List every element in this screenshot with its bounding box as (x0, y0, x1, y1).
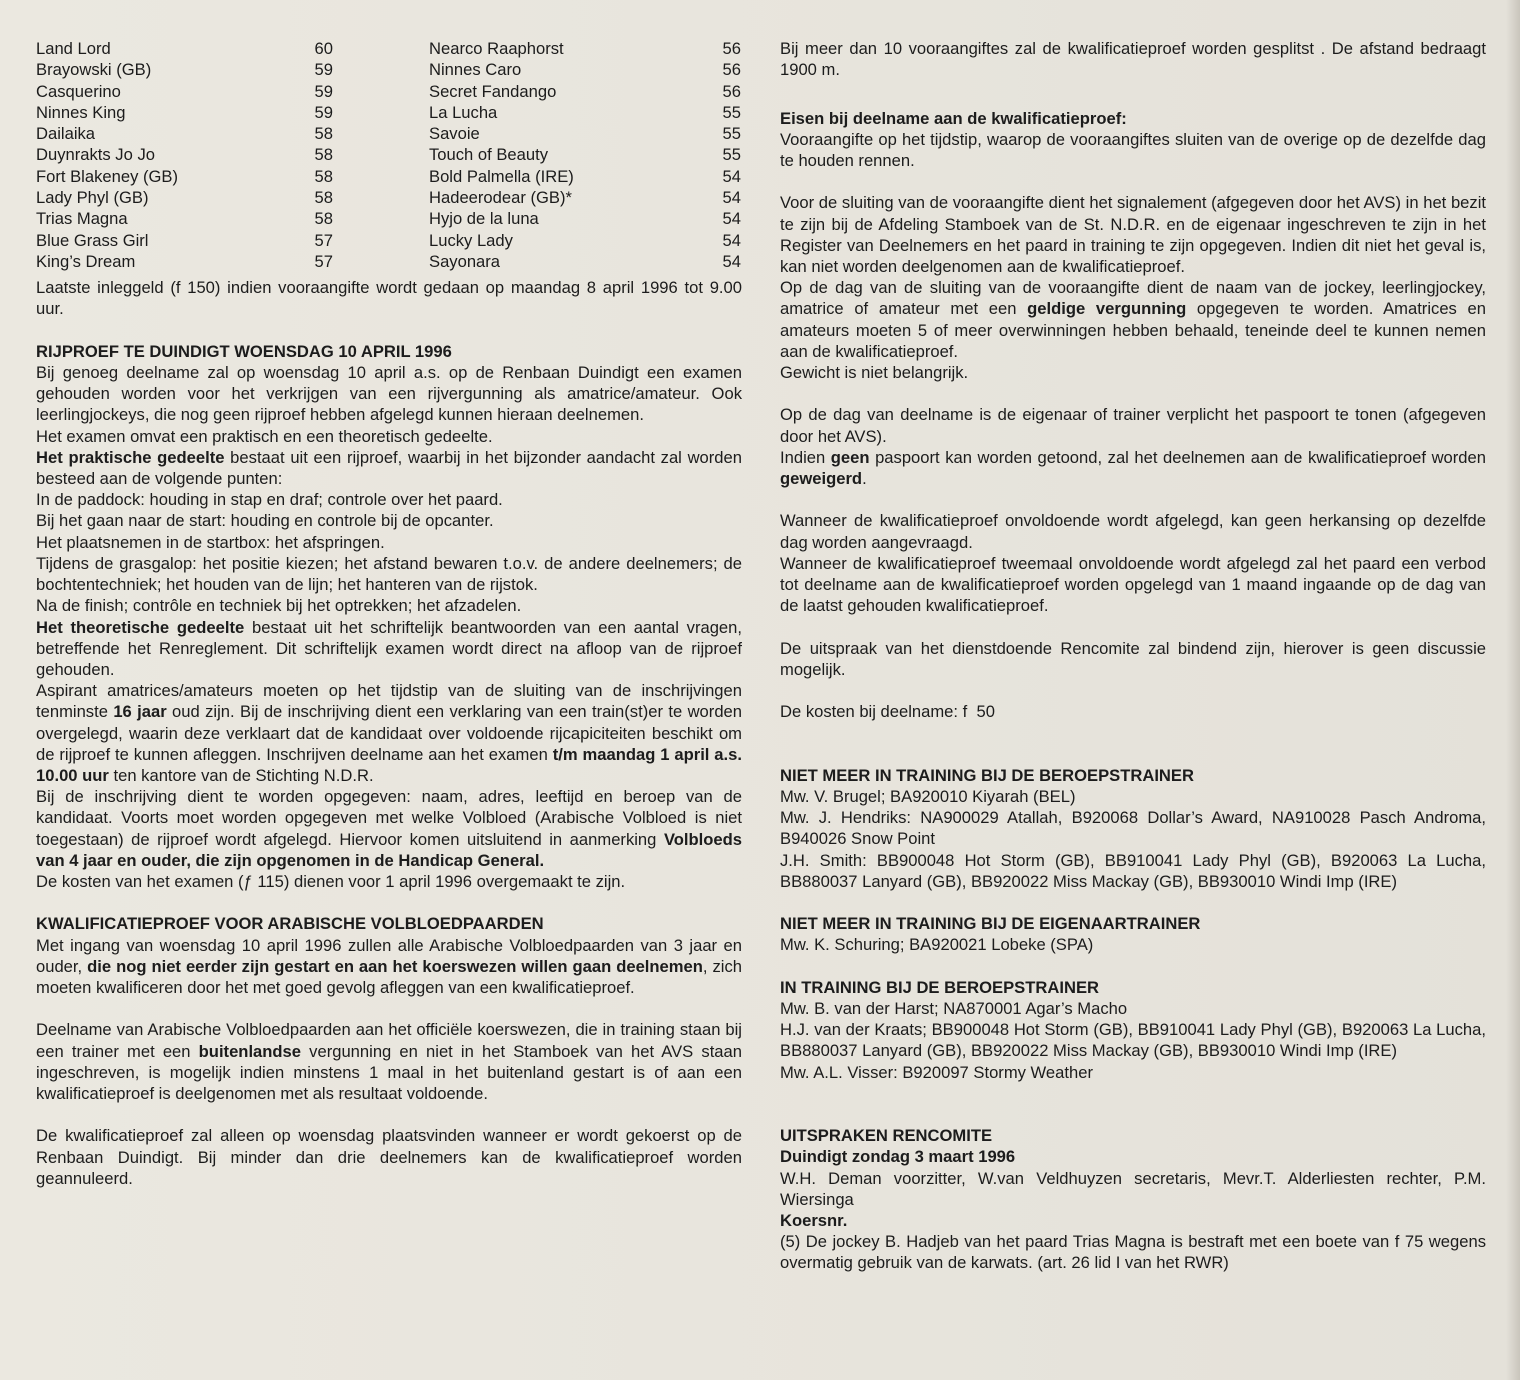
horse-name: Sayonara (429, 251, 501, 271)
opgeven-paragraph (36, 786, 742, 871)
startbox-item: Het plaatsnemen in de startbox: het afspringen. (36, 532, 385, 552)
grasgalop-item: Tijdens de grasgalop: het positie kiezen; het afstand bewaren t.o.v. de andere deelnemers; de bochtentechniek; het houden van de lijn; het hanteren van de rijstok. (36, 553, 742, 595)
signalement-paragraph: Voor de sluiting van de vooraangifte dient het signalement (afgegeven door het AVS) in het bezit te zijn bij de Afdeling Stamboek van de St. N.D.R. en de eigenaar ingeschreven te zijn in het Register van Deelnemers en het paard in training te zijn opgegeven. Indien dit niet het geval is, kan niet worden deelgenomen aan de kwalificatieproef. (780, 193, 1486, 276)
examen-kosten: De kosten van het examen (ƒ 115) dienen voor 1 april 1996 overgemaakt te zijn. (36, 871, 626, 891)
aspirant-text-2: oud zijn. Bij de inschrijving dient een verklaring van een train(st)er te worden overgelegd, waarin deze verklaart dat de kandidaat over voldoende rijcapiciteiten beschikt om de rijproef te kunnen afleggen. Inschrijven deelname aan het examen (36, 702, 743, 764)
in-training-heading: IN TRAINING BIJ DE BEROEPSTRAINER (780, 977, 1100, 997)
paddock-item: In de paddock: houding in stap en draf; controle over het paard. (36, 490, 503, 510)
rating-value: 54 (722, 251, 741, 271)
rating-row (36, 166, 333, 187)
gesplitst-note: Bij meer dan 10 vooraangiftes zal de kwalificatieproef worden gesplitst . De afstand bedraagt 1900 m. (780, 39, 1486, 80)
rating-value: 56 (722, 60, 741, 80)
horse-name: Fort Blakeney (GB) (36, 166, 179, 186)
praktisch-text: bestaat uit een rijproef, waarbij in het bijzonder aandacht zal worden besteed aan de volgende punten: (36, 447, 742, 489)
ratings-table (36, 38, 742, 272)
rating-value: 59 (314, 81, 333, 101)
rating-value: 56 (722, 81, 741, 101)
rating-row (36, 144, 333, 165)
horse-name: La Lucha (429, 102, 498, 122)
rating-row (429, 123, 741, 144)
page-edge-shadow (1506, 0, 1520, 1380)
eisen-paragraph: Vooraangifte op het tijdstip, waarop de vooraangiftes sluiten van de overige op de dezelfde dag te houden rennen. (780, 129, 1486, 170)
rating-row (36, 81, 333, 102)
niet-beroeps-item: J.H. Smith: BB900048 Hot Storm (GB), BB910041 Lady Phyl (GB), B920063 La Lucha, BB880037 Lanyard (GB), BB920022 Miss Mackay (GB), BB930010 Windi Imp (IRE) (780, 850, 1486, 891)
kwal-p2-text-1: Deelname van Arabische Volbloedpaarden aan het officiële koerswezen, die in training staan bij een trainer met een (36, 1020, 742, 1061)
niet-eigenaar-heading: NIET MEER IN TRAINING BIJ DE EIGENAARTRAINER (780, 914, 1201, 934)
rating-value: 57 (314, 230, 333, 250)
uitspraken-subheading: Duindigt zondag 3 maart 1996 (780, 1147, 1016, 1167)
uitspraak-paragraph: De uitspraak van het dienstdoende Rencomite zal bindend zijn, hierover is geen discussie mogelijk. (780, 638, 1486, 679)
rating-row (36, 251, 333, 272)
horse-name: Hadeerodear (GB)* (429, 188, 572, 208)
rating-value: 58 (314, 124, 333, 144)
kwal-p2-text-2: vergunning en niet in het Stamboek van het AVS staan ingeschreven, is mogelijk indien minstens 1 maal in het buitenland gestart is of aan een kwalificatieproef is deelgenomen met als resultaat voldoende. (36, 1041, 742, 1103)
rating-row (429, 59, 741, 80)
praktisch-paragraph (36, 447, 742, 489)
horse-name: Bold Palmella (IRE) (429, 166, 574, 186)
niet-beroeps-heading: NIET MEER IN TRAINING BIJ DE BEROEPSTRAINER (780, 765, 1194, 785)
horse-name: Ninnes Caro (429, 60, 522, 80)
inleggeld-note: Laatste inleggeld (f 150) indien vooraangifte wordt gedaan op maandag 8 april 1996 tot 9.00 uur. (36, 278, 742, 319)
rating-row (36, 230, 333, 251)
jockey-paragraph (780, 277, 1486, 362)
horse-name: Ninnes King (36, 102, 126, 122)
aspirant-text-3: ten kantore van de Stichting N.D.R. (108, 765, 374, 785)
geen-paspoort-paragraph (780, 447, 1486, 489)
opgeven-condition: Volbloeds van 4 jaar en ouder, die zijn opgenomen in de Handicap General. (36, 829, 742, 870)
kwal-p2-bold: buitenlandse (198, 1041, 302, 1061)
rating-value: 55 (722, 102, 741, 122)
rating-row (429, 144, 741, 165)
rating-row (429, 166, 741, 187)
koersnr-label: Koersnr. (780, 1210, 848, 1230)
rating-value: 54 (722, 230, 741, 250)
start-item: Bij het gaan naar de start: houding en controle bij de opcanter. (36, 511, 494, 531)
rating-row (36, 102, 333, 123)
rijproef-heading: RIJPROEF TE DUINDIGT WOENSDAG 10 APRIL 1996 (36, 341, 452, 361)
aspirant-age: 16 jaar (113, 702, 167, 722)
rating-value: 56 (722, 39, 741, 58)
horse-name: Dailaika (36, 124, 96, 144)
eisen-heading: Eisen bij deelname aan de kwalificatieproef: (780, 108, 1127, 128)
jockey-bold: geldige vergunning (1027, 299, 1187, 319)
kwal-p1-text-2: , zich moeten kwalificeren door het met goed gevolg afleggen van een kwalificatieproef. (36, 956, 743, 997)
herkansing-paragraph: Wanneer de kwalificatieproef onvoldoende wordt afgelegd, kan geen herkansing op dezelfde dag worden aangevraagd. (780, 511, 1486, 552)
geen-text-3: . (862, 469, 867, 489)
horse-name: Blue Grass Girl (36, 230, 149, 250)
horse-name: Duynrakts Jo Jo (36, 145, 155, 165)
finish-item: Na de finish; contrôle en techniek bij het optrekken; het afzadelen. (36, 596, 522, 616)
kosten-deelname: De kosten bij deelname: f 50 (780, 702, 995, 722)
left-column (36, 38, 742, 1189)
kwalificatie-heading: KWALIFICATIEPROEF VOOR ARABISCHE VOLBLOEDPAARDEN (36, 914, 544, 934)
geweigerd-bold: geweigerd (780, 469, 863, 489)
praktisch-label: Het praktische gedeelte (36, 447, 225, 467)
horse-name: Land Lord (36, 39, 111, 58)
kwal-p1-text-1: Met ingang van woensdag 10 april 1996 zullen alle Arabische Volbloedpaarden van 3 jaar en ouder, (36, 935, 742, 976)
horse-name: Lady Phyl (GB) (36, 188, 149, 208)
jockey-text-2: opgegeven te worden. Amatrices en amateurs moeten 5 of meer overwinningen hebben behaald, teneinde deel te kunnen nemen aan de kwalificatieproef. (780, 299, 1486, 361)
rating-row (429, 230, 741, 251)
rating-row (36, 38, 333, 59)
horse-name: Casquerino (36, 81, 121, 101)
rijproef-examen-onderdelen: Het examen omvat een praktisch en een theoretisch gedeelte. (36, 426, 493, 446)
aspirant-text-1: Aspirant amatrices/amateurs moeten op het tijdstip van de sluiting van de inschrijvingen tenminste (36, 681, 742, 722)
horse-name: Hyjo de la luna (429, 209, 539, 229)
rating-row (429, 102, 741, 123)
theoretisch-paragraph (36, 617, 742, 681)
theoretisch-text: bestaat uit het schriftelijk beantwoorden van een aantal vragen, betreffende het Renreglement. Dit schriftelijk examen wordt direct na afloop van de rijproef gehouden. (36, 617, 742, 679)
niet-beroeps-item: Mw. V. Brugel; BA920010 Kiyarah (BEL) (780, 786, 1076, 806)
kwalificatie-paragraph-1 (36, 935, 742, 999)
rating-value: 54 (722, 188, 741, 208)
uitspraak-item: (5) De jockey B. Hadjeb van het paard Trias Magna is bestraft met een boete van f 75 wegens overmatig gebruik van de karwats. (art. 26 lid I van het RWR) (780, 1232, 1486, 1273)
horse-name: Secret Fandango (429, 81, 557, 101)
rating-row (429, 251, 741, 272)
niet-beroeps-item: Mw. J. Hendriks: NA900029 Atallah, B920068 Dollar’s Award, NA910028 Pasch Androma, B940026 Snow Point (780, 808, 1486, 849)
kwal-p1-bold: die nog niet eerder zijn gestart en aan het koerswezen willen gaan deelnemen (87, 956, 703, 976)
rating-value: 57 (314, 251, 333, 271)
rating-row (36, 208, 333, 229)
horse-name: Touch of Beauty (429, 145, 548, 165)
commissie-members: W.H. Deman voorzitter, W.van Veldhuyzen secretaris, Mevr.T. Alderliesten rechter, P.M. Wiersinga (780, 1168, 1486, 1209)
rating-row (429, 187, 741, 208)
paspoort-paragraph: Op de dag van deelname is de eigenaar of trainer verplicht het paspoort te tonen (afgegeven door het AVS). (780, 405, 1486, 446)
geen-text-2: paspoort kan worden getoond, zal het deelnemen aan de kwalificatieproef worden (869, 447, 1486, 467)
horse-name: Brayowski (GB) (36, 60, 152, 80)
rating-value: 54 (722, 166, 741, 186)
in-training-item: Mw. B. van der Harst; NA870001 Agar’s Macho (780, 998, 1128, 1018)
rating-value: 54 (722, 209, 741, 229)
rating-value: 58 (314, 188, 333, 208)
rating-value: 58 (314, 166, 333, 186)
uitspraken-heading: UITSPRAKEN RENCOMITE (780, 1126, 993, 1146)
ratings-list-left (36, 38, 333, 272)
rating-row (429, 81, 741, 102)
gewicht-note: Gewicht is niet belangrijk. (780, 363, 969, 383)
rating-value: 60 (314, 39, 333, 58)
horse-name: Savoie (429, 124, 480, 144)
kwalificatie-paragraph-3: De kwalificatieproef zal alleen op woensdag plaatsvinden wanneer er wordt gekoerst op de Renbaan Duindigt. Bij minder dan drie deelnemers kan de kwalificatieproef worden geannuleerd. (36, 1126, 742, 1188)
rating-value: 55 (722, 124, 741, 144)
geen-text-1: Indien (780, 447, 831, 467)
aspirant-deadline: t/m maandag 1 april a.s. 10.00 uur (36, 744, 742, 785)
rating-row (36, 123, 333, 144)
ratings-list-right (429, 38, 741, 272)
right-column (780, 38, 1486, 1274)
rating-row (36, 59, 333, 80)
horse-name: King’s Dream (36, 251, 136, 271)
rating-value: 59 (314, 60, 333, 80)
horse-name: Nearco Raaphorst (429, 39, 564, 58)
rating-row (36, 187, 333, 208)
rating-row (429, 38, 741, 59)
rating-row (429, 208, 741, 229)
horse-name: Trias Magna (36, 209, 128, 229)
verbod-paragraph: Wanneer de kwalificatieproef tweemaal onvoldoende wordt afgelegd zal het paard een verbod tot deelname aan de kwalificatieproef worden opgelegd van 1 maand ingaande op de dag van de laatst gehouden kwalificatieproef. (780, 553, 1486, 616)
opgeven-text: Bij de inschrijving dient te worden opgegeven: naam, adres, leeftijd en beroep van de kandidaat. Voorts moet worden opgegeven met welke Volbloed (Arabische Volbloed is niet toegestaan) de rijproef wordt afgelegd. Hiervoor komen uitsluitend in aanmerking (36, 787, 742, 849)
niet-eigenaar-item: Mw. K. Schuring; BA920021 Lobeke (SPA) (780, 935, 1094, 955)
rijproef-paragraph: Bij genoeg deelname zal op woensdag 10 april a.s. op de Renbaan Duindigt een examen gehouden worden voor het verkrijgen van een rijvergunning als amatrice/amateur. Ook leerlingjockeys, die nog geen rijproef hebben afgelegd kunnen hieraan deelnemen. (36, 363, 742, 425)
rating-value: 55 (722, 145, 741, 165)
rating-value: 58 (314, 145, 333, 165)
rating-value: 59 (314, 102, 333, 122)
jockey-text-1: Op de dag van de sluiting van de vooraangifte dient de naam van de jockey, leerlingjockey, amatrice of amateur met een (780, 278, 1486, 319)
in-training-item: H.J. van der Kraats; BB900048 Hot Storm (GB), BB910041 Lady Phyl (GB), B920063 La Lucha, BB880037 Lanyard (GB), BB920022 Miss Mackay (GB), BB930010 Windi Imp (IRE) (780, 1020, 1486, 1061)
horse-name: Lucky Lady (429, 230, 513, 250)
rating-value: 58 (314, 209, 333, 229)
aspirant-paragraph (36, 680, 742, 786)
geen-bold: geen (830, 447, 870, 467)
kwalificatie-paragraph-2 (36, 1019, 742, 1104)
theoretisch-label: Het theoretische gedeelte (36, 617, 245, 637)
in-training-item: Mw. A.L. Visser: B920097 Stormy Weather (780, 1062, 1093, 1082)
